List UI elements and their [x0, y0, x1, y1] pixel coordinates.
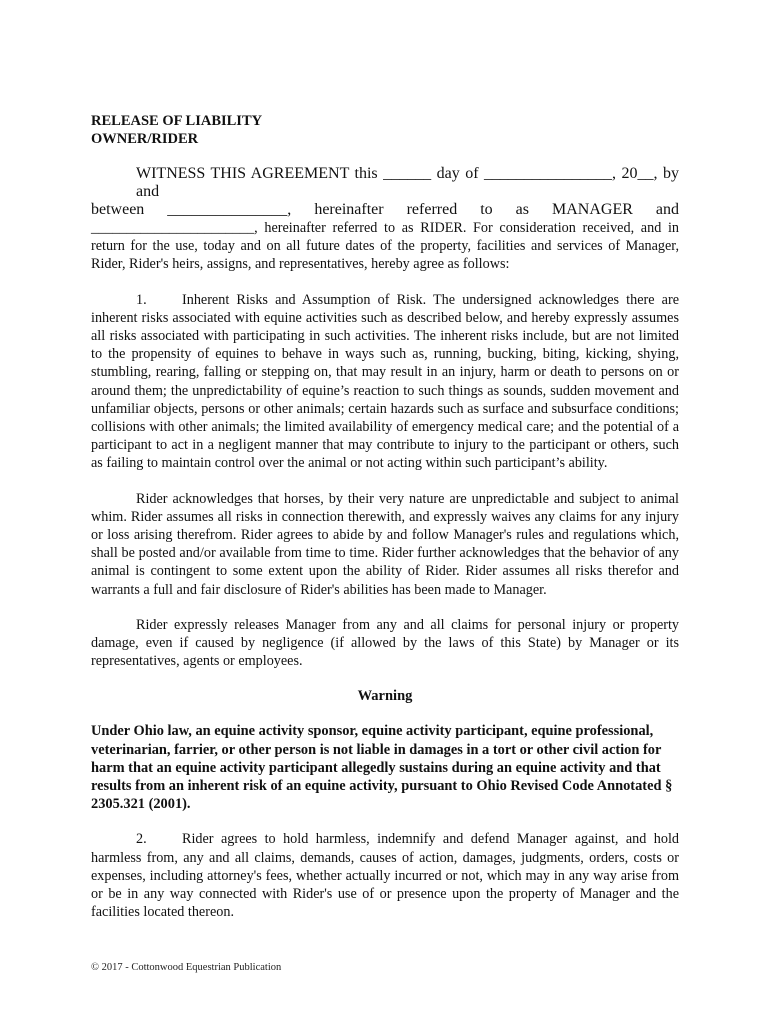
witness-line-rest: _______________________, hereinafter referred to as RIDER. For consideration received, and in return for the use, today and on all future dates of the property, facilities and services of Manager, Rider, Rider's heirs, assigns, and representatives, hereby agree as follows:	[91, 220, 679, 273]
document-title-line1: RELEASE OF LIABILITY	[91, 113, 263, 129]
copyright-footer: © 2017 - Cottonwood Equestrian Publication	[91, 962, 282, 973]
rider-release-paragraph: Rider expressly releases Manager from any and all claims for personal injury or property damage, even if caused by negligence (if allowed by the laws of this State) by Manager or its representatives, agents or employees.	[91, 616, 679, 670]
witness-paragraph	[91, 165, 679, 274]
section-1-text: Inherent Risks and Assumption of Risk. The undersigned acknowledges there are inherent risks associated with equine activities such as described below, and hereby expressly assumes all risks associated with participating in such activities. The inherent risks include, but are not limited to the propensity of equines to behave in ways such as, running, bucking, biting, kicking, shying, stumbling, rearing, falling or stepping on, that may result in an injury, harm or death to persons on or around them; the unpredictability of equine’s reaction to such things as sounds, sudden movement and unfamiliar objects, persons or other animals; certain hazards such as surface and subsurface conditions; collisions with other animals; the limited availability of emergency medical care; and the potential of a participant to act in a negligent manner that may contribute to injury to the participant or others, such as failing to maintain control over the animal or not acting within such participant’s ability.	[91, 291, 679, 472]
section-1-number: 1.	[136, 291, 147, 308]
warning-text: Under Ohio law, an equine activity sponsor, equine activity participant, equine professional, veterinarian, farrier, or other person is not liable in damages in a tort or other civil action for harm that an equine activity participant allegedly sustains during an equine activity and that results from an inherent risk of an equine activity, pursuant to Ohio Revised Code Annotated § 2305.321 (2001).	[91, 723, 673, 813]
section-2-number: 2.	[136, 831, 147, 848]
section-2-text: Rider agrees to hold harmless, indemnify and defend Manager against, and hold harmless from, any and all claims, demands, causes of action, damages, judgments, orders, costs or expenses, including attorney's fees, whether actually incurred or not, which may in any way arise from or be in any way connected with Rider's use of or presence upon the property of Manager and the facilities located thereon.	[91, 831, 679, 921]
section-1-paragraph	[91, 291, 679, 473]
witness-line-1: WITNESS THIS AGREEMENT this ______ day of ________________, 20__, by and	[136, 165, 679, 200]
document-page	[91, 112, 679, 922]
witness-line-2: between _______________, hereinafter referred to as MANAGER and	[91, 201, 679, 218]
rider-acknowledges-paragraph: Rider acknowledges that horses, by their very nature are unpredictable and subject to animal whim. Rider assumes all risks in connection therewith, and expressly waives any claims for any injury or loss arising therefrom. Rider agrees to abide by and follow Manager's rules and regulations which, shall be posted and/or available from time to time. Rider further acknowledges that the behavior of any animal is contingent to some extent upon the ability of Rider. Rider assumes all risks therefor and warrants a full and fair disclosure of Rider's abilities has been made to Manager.	[91, 490, 679, 598]
warning-heading: Warning	[357, 688, 413, 705]
document-title-line2: OWNER/RIDER	[91, 131, 199, 147]
section-2-paragraph	[91, 830, 679, 921]
